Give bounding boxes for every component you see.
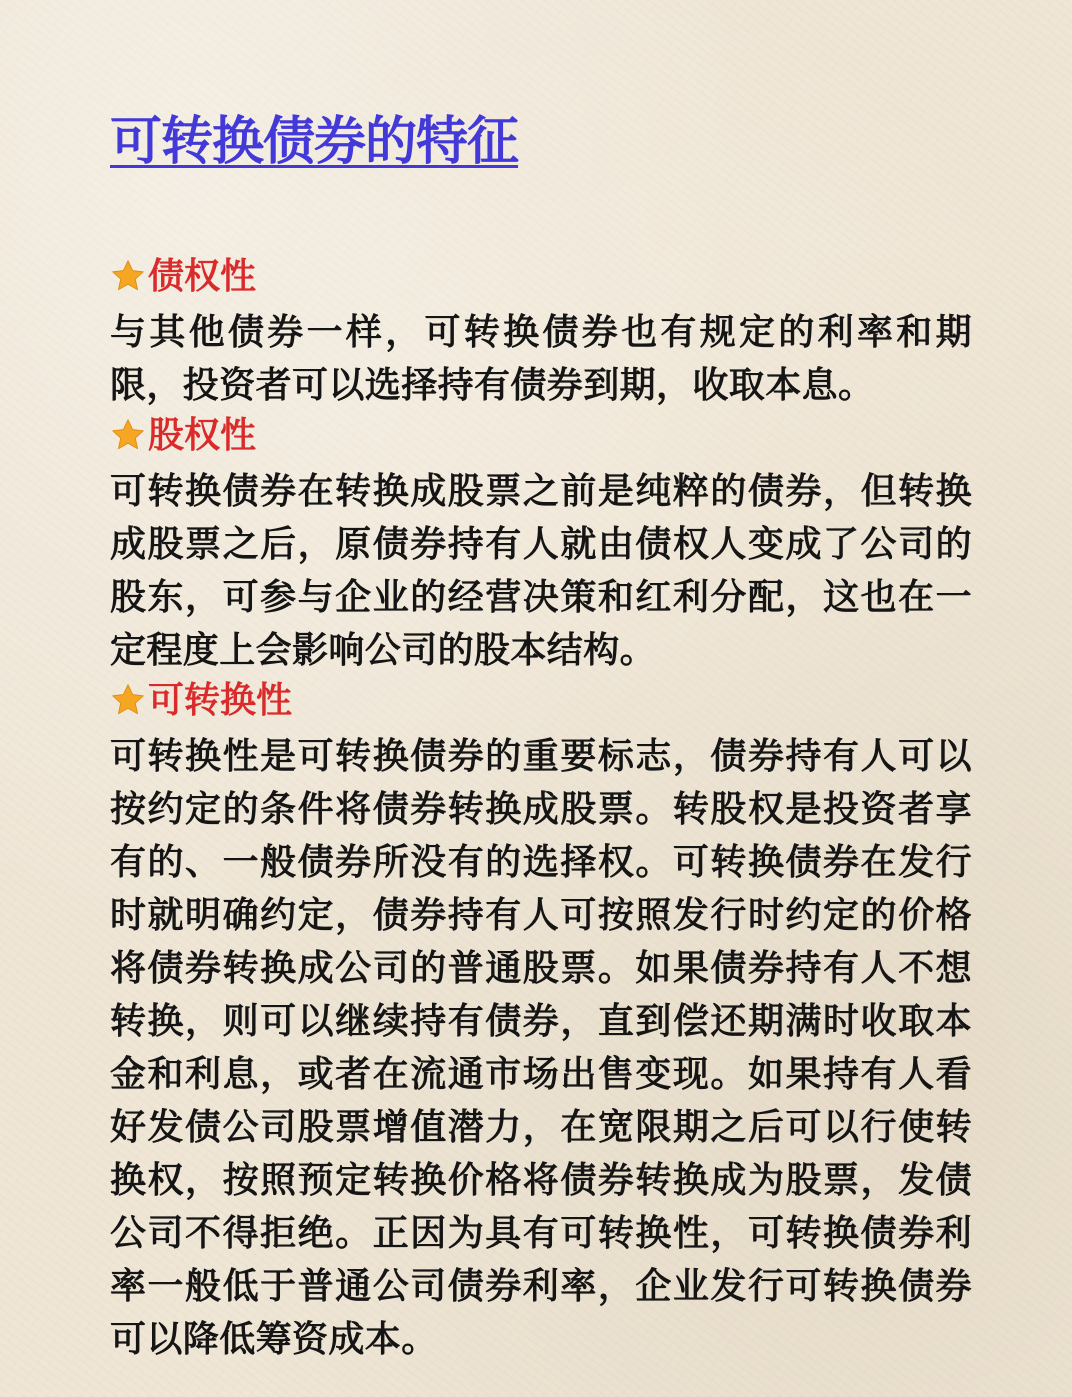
section-body: 可转换债券在转换成股票之前是纯粹的债券，但转换成股票之后，原债券持有人就由债权人变成了公司的股东，可参与企业的经营决策和红利分配，这也在一定程度上会影响公司的股本结构。	[110, 470, 972, 671]
section-equity-nature	[110, 413, 972, 677]
section-heading-label: 股权性	[148, 414, 257, 456]
section-heading	[110, 413, 972, 457]
section-convertibility	[110, 678, 972, 1366]
section-body: 与其他债券一样，可转换债券也有规定的利率和期限，投资者可以选择持有债券到期，收取本息。	[110, 311, 972, 406]
section-heading-label: 可转换性	[148, 679, 293, 721]
section-heading	[110, 254, 972, 298]
page-title[interactable]: 可转换债券的特征	[110, 111, 519, 172]
star-icon	[110, 682, 146, 718]
section-debt-nature	[110, 254, 972, 412]
section-heading-label: 债权性	[148, 255, 257, 297]
section-heading	[110, 678, 972, 722]
star-icon	[110, 258, 146, 294]
section-body: 可转换性是可转换债券的重要标志，债券持有人可以按约定的条件将债券转换成股票。转股权是投资者享有的、一般债券所没有的选择权。可转换债券在发行时就明确约定，债券持有人可按照发行时约定的价格将债券转换成公司的普通股票。如果债券持有人不想转换，则可以继续持有债券，直到偿还期满时收取本金和利息，或者在流通市场出售变现。如果持有人看好发债公司股票增值潜力，在宽限期之后可以行使转换权，按照预定转换价格将债券转换成为股票，发债公司不得拒绝。正因为具有可转换性，可转换债券利率一般低于普通公司债券利率，企业发行可转换债券可以降低筹资成本。	[110, 735, 972, 1360]
star-icon	[110, 417, 146, 453]
